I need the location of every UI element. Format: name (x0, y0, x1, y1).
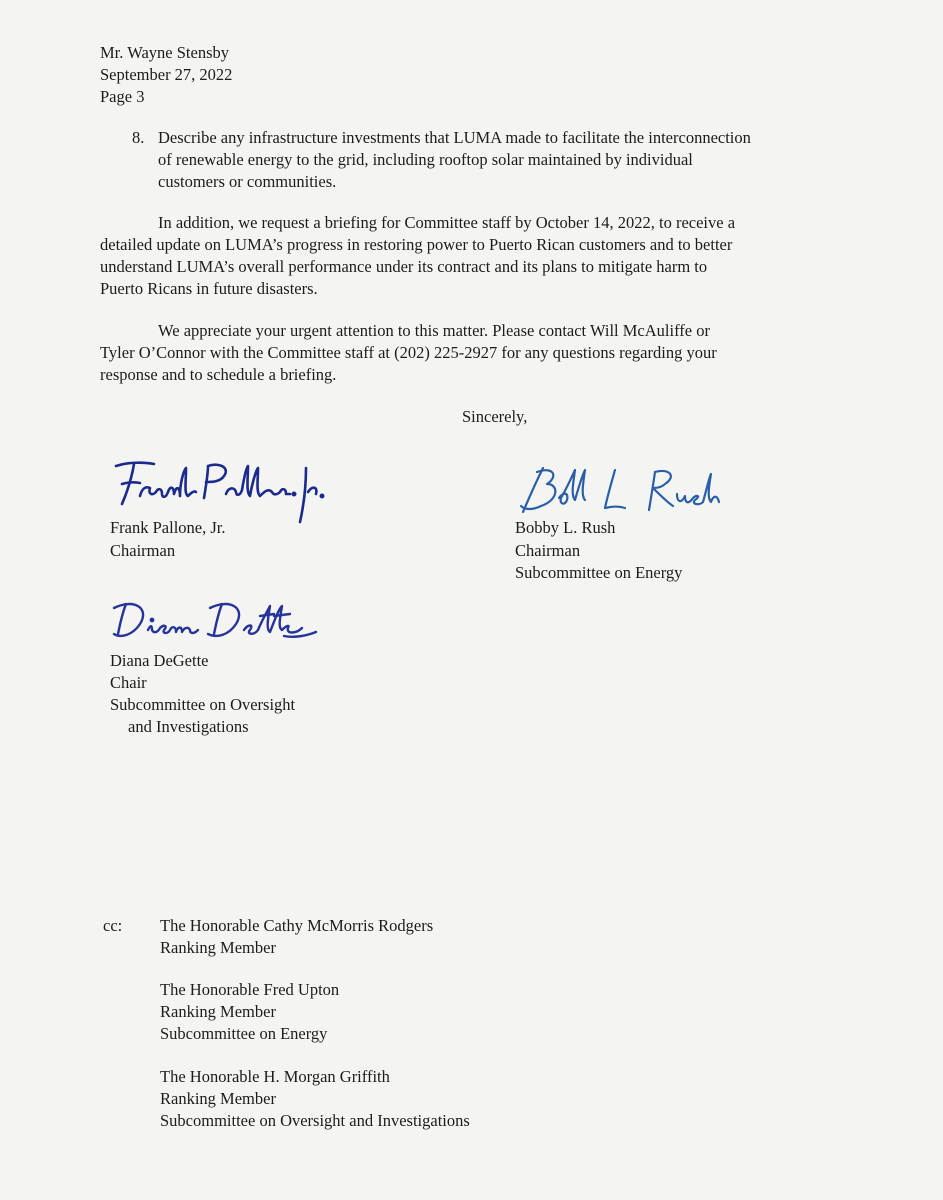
rush-subcommittee: Subcommittee on Energy (515, 563, 683, 582)
para1-line-2: detailed update on LUMA’s progress in restoring power to Puerto Rican customers and to better (100, 235, 733, 254)
pallone-title: Chairman (110, 541, 176, 560)
degette-signature (110, 598, 320, 646)
cc-3-line-2: Ranking Member (160, 1089, 276, 1108)
cc-2-line-2: Ranking Member (160, 1002, 276, 1021)
cc-3-line-1: The Honorable H. Morgan Griffith (160, 1067, 390, 1086)
cc-2-line-3: Subcommittee on Energy (160, 1024, 328, 1043)
page-number: Page 3 (100, 87, 145, 106)
item8-line-3: customers or communities. (158, 172, 337, 191)
closing-salutation: Sincerely, (462, 407, 528, 426)
rush-name: Bobby L. Rush (515, 518, 616, 537)
recipient-name: Mr. Wayne Stensby (100, 43, 229, 62)
para1-line-1: In addition, we request a briefing for Committee staff by October 14, 2022, to receive a (158, 213, 736, 232)
pallone-signature (108, 452, 328, 524)
cc-1-line-1: The Honorable Cathy McMorris Rodgers (160, 916, 434, 935)
degette-subcommittee-line-1: Subcommittee on Oversight (110, 695, 296, 714)
cc-label: cc: (103, 916, 123, 935)
item8-line-1: Describe any infrastructure investments that LUMA made to facilitate the interconnection (158, 128, 751, 147)
para2-line-2: Tyler O’Connor with the Committee staff at (202) 225-2927 for any questions regarding your (100, 343, 717, 362)
degette-subcommittee-line-2: and Investigations (128, 717, 249, 736)
para2-line-3: response and to schedule a briefing. (100, 365, 337, 384)
rush-title: Chairman (515, 541, 581, 560)
cc-3-line-3: Subcommittee on Oversight and Investigations (160, 1111, 470, 1130)
para2-line-1: We appreciate your urgent attention to this matter. Please contact Will McAuliffe or (158, 321, 710, 340)
degette-title: Chair (110, 673, 147, 692)
para1-line-4: Puerto Ricans in future disasters. (100, 279, 318, 298)
rush-signature (515, 462, 725, 522)
cc-2-line-1: The Honorable Fred Upton (160, 980, 340, 999)
degette-name: Diana DeGette (110, 651, 209, 670)
item-number: 8. (132, 128, 145, 147)
pallone-name: Frank Pallone, Jr. (110, 518, 226, 537)
letter-date: September 27, 2022 (100, 65, 233, 84)
para1-line-3: understand LUMA’s overall performance under its contract and its plans to mitigate harm to (100, 257, 708, 276)
item8-line-2: of renewable energy to the grid, including rooftop solar maintained by individual (158, 150, 693, 169)
cc-1-line-2: Ranking Member (160, 938, 276, 957)
